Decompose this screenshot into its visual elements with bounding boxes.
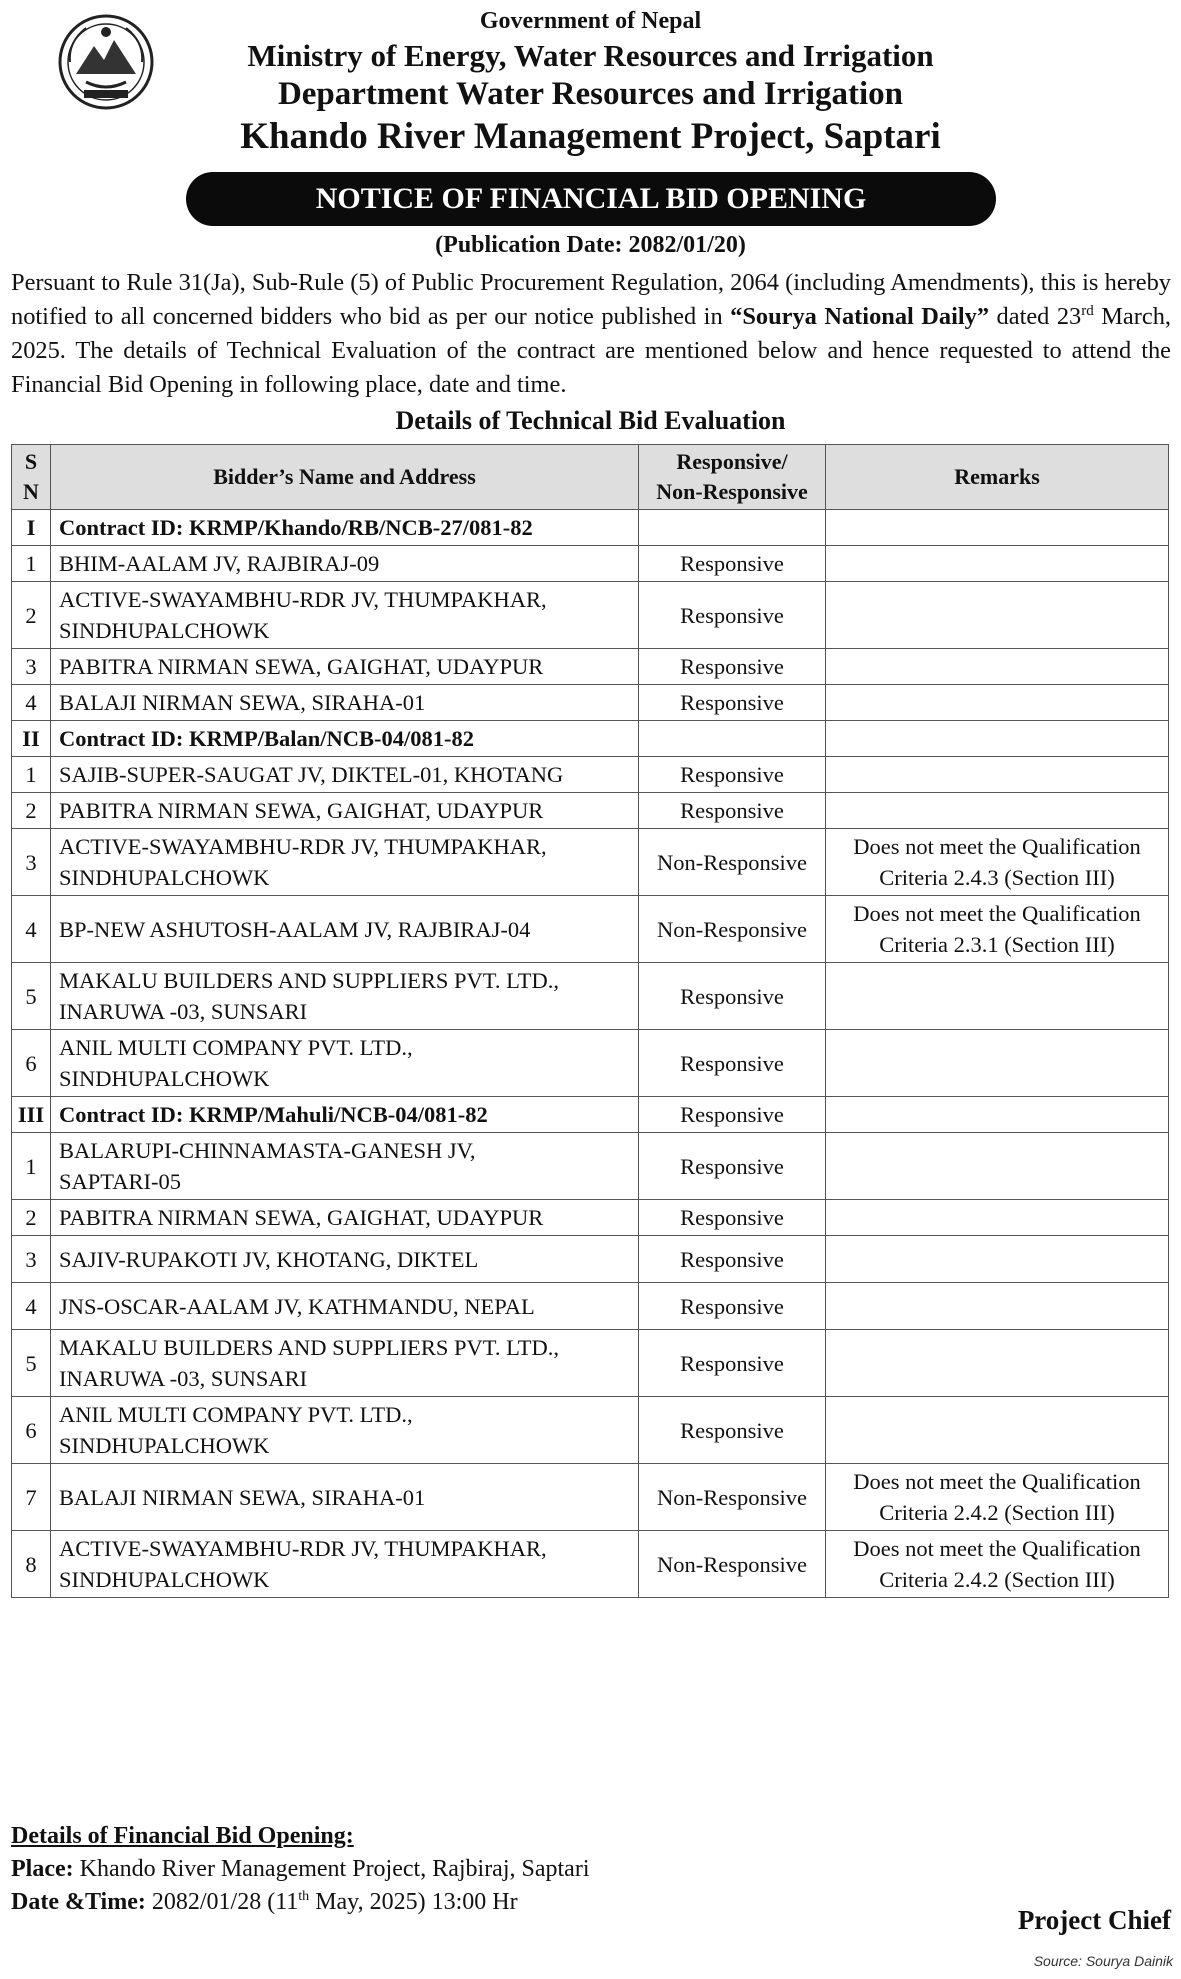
bidder-name: [51, 1133, 639, 1200]
department-line: Department Water Resources and Irrigation: [277, 76, 904, 112]
row-sn: 1: [12, 546, 51, 582]
remarks: [826, 1133, 1169, 1200]
datetime-value: 2082/01/28 (11: [145, 1889, 299, 1915]
header-responsive: [639, 445, 826, 510]
remarks: [826, 649, 1169, 685]
datetime-suffix: th: [298, 1889, 310, 1904]
bidder-name: [51, 963, 639, 1030]
responsiveness-status: Responsive: [639, 1133, 826, 1200]
bidder-name: [51, 582, 639, 649]
table-row: [12, 757, 1169, 793]
table-row: [12, 1464, 1169, 1531]
remarks: [826, 1236, 1169, 1283]
contract-id: [51, 721, 639, 757]
bidder-name-line2: SAPTARI-05: [59, 1169, 181, 1194]
datetime-line: [11, 1886, 589, 1919]
row-sn: III: [12, 1097, 51, 1133]
contract-id: [51, 510, 639, 546]
bidder-name-line1: MAKALU BUILDERS AND SUPPLIERS PVT. LTD.,: [59, 1335, 560, 1360]
place-line: [11, 1853, 589, 1886]
bidder-name-line1: PABITRA NIRMAN SEWA, GAIGHAT, UDAYPUR: [59, 1205, 544, 1230]
bidder-name-line1: BHIM-AALAM JV, RAJBIRAJ-09: [59, 551, 380, 576]
table-body: [12, 510, 1169, 1598]
bidder-name-line1: SAJIB-SUPER-SAUGAT JV, DIKTEL-01, KHOTANG: [59, 762, 564, 787]
bidder-name: [51, 757, 639, 793]
row-sn: I: [12, 510, 51, 546]
remarks-line1: Does not meet the Qualification: [853, 901, 1141, 926]
table-row: [12, 1133, 1169, 1200]
contract-section-row: [12, 1097, 1169, 1133]
remarks: [826, 757, 1169, 793]
row-sn: 3: [12, 829, 51, 896]
responsiveness-status: Responsive: [639, 1030, 826, 1097]
row-sn: 6: [12, 1397, 51, 1464]
bidder-name-line1: Contract ID: KRMP/Khando/RB/NCB-27/081-82: [59, 515, 533, 540]
row-sn: 3: [12, 649, 51, 685]
row-sn: 3: [12, 1236, 51, 1283]
table-row: [12, 793, 1169, 829]
responsiveness-status: Responsive: [639, 1236, 826, 1283]
bidder-name-line1: PABITRA NIRMAN SEWA, GAIGHAT, UDAYPUR: [59, 654, 544, 679]
bidder-name-line2: SINDHUPALCHOWK: [59, 865, 270, 890]
remarks: [826, 510, 1169, 546]
remarks: [826, 721, 1169, 757]
row-sn: II: [12, 721, 51, 757]
responsiveness-status: Non-Responsive: [639, 1464, 826, 1531]
table-row: [12, 685, 1169, 721]
responsiveness-status: Responsive: [639, 649, 826, 685]
bidder-name-line1: SAJIV-RUPAKOTI JV, KHOTANG, DIKTEL: [59, 1246, 479, 1272]
datetime-value-rest: May, 2025) 13:00 Hr: [309, 1889, 518, 1915]
responsiveness-status: Responsive: [639, 685, 826, 721]
bidder-name-line1: PABITRA NIRMAN SEWA, GAIGHAT, UDAYPUR: [59, 798, 544, 823]
signatory: Project Chief: [1017, 1905, 1171, 1935]
newspaper-name: “Sourya National Daily”: [730, 303, 990, 330]
row-sn: 1: [12, 757, 51, 793]
remarks: [826, 1200, 1169, 1236]
bidder-name-line2: INARUWA -03, SUNSARI: [59, 1366, 308, 1391]
bidder-name: [51, 546, 639, 582]
bidder-name-line1: ACTIVE-SWAYAMBHU-RDR JV, THUMPAKHAR,: [59, 1536, 547, 1561]
row-sn: 4: [12, 1283, 51, 1330]
financial-bid-title: Details of Financial Bid Opening:: [11, 1823, 354, 1849]
row-sn: 2: [12, 582, 51, 649]
responsiveness-status: Non-Responsive: [639, 896, 826, 963]
remarks-line2: Criteria 2.3.1 (Section III): [879, 932, 1115, 957]
table-row: [12, 963, 1169, 1030]
row-sn: 5: [12, 1330, 51, 1397]
remarks: [826, 1531, 1169, 1598]
bidder-name: [51, 685, 639, 721]
table-row: [12, 896, 1169, 963]
remarks-line2: Criteria 2.4.3 (Section III): [879, 865, 1115, 890]
table-row: [12, 1030, 1169, 1097]
bidder-name-line2: INARUWA -03, SUNSARI: [59, 999, 308, 1024]
row-sn: 4: [12, 685, 51, 721]
row-sn: 2: [12, 793, 51, 829]
table-row: [12, 1330, 1169, 1397]
remarks: [826, 1330, 1169, 1397]
remarks: [826, 1030, 1169, 1097]
bidder-name: [51, 1464, 639, 1531]
place-value: Khando River Management Project, Rajbiraj, Saptari: [73, 1856, 590, 1882]
table-row: [12, 1283, 1169, 1330]
remarks: [826, 685, 1169, 721]
bidder-name-line2: SINDHUPALCHOWK: [59, 1433, 270, 1458]
bidder-name: [51, 896, 639, 963]
header-name: Bidder’s Name and Address: [51, 445, 639, 510]
bidder-name-line2: SINDHUPALCHOWK: [59, 1567, 270, 1592]
publication-date: (Publication Date: 2082/01/20): [435, 232, 746, 258]
responsiveness-status: Responsive: [639, 582, 826, 649]
bidder-name-line1: Contract ID: KRMP/Mahuli/NCB-04/081-82: [59, 1102, 488, 1127]
table-row: [12, 582, 1169, 649]
bidder-name: [51, 793, 639, 829]
remarks: [826, 829, 1169, 896]
row-sn: 2: [12, 1200, 51, 1236]
bidder-name: [51, 1330, 639, 1397]
responsiveness-status: Responsive: [639, 757, 826, 793]
remarks-line1: Does not meet the Qualification: [853, 1469, 1141, 1494]
paragraph-text: dated 23: [989, 303, 1082, 330]
table-row: [12, 1236, 1169, 1283]
contract-section-row: [12, 721, 1169, 757]
remarks: [826, 896, 1169, 963]
header-sn-line2: N: [23, 479, 39, 504]
bidder-name: [51, 829, 639, 896]
notice-paragraph: [11, 266, 1171, 402]
remarks: [826, 963, 1169, 1030]
row-sn: 5: [12, 963, 51, 1030]
remarks: [826, 582, 1169, 649]
responsiveness-status: Responsive: [639, 1330, 826, 1397]
bidder-name-line1: BALAJI NIRMAN SEWA, SIRAHA-01: [59, 1484, 426, 1510]
bidder-name: [51, 649, 639, 685]
datetime-label: Date &Time:: [11, 1889, 146, 1915]
table-row: [12, 649, 1169, 685]
bidder-name: [51, 1200, 639, 1236]
ministry-line: Ministry of Energy, Water Resources and Irrigation: [247, 38, 934, 73]
project-line: Khando River Management Project, Saptari: [240, 116, 941, 157]
header-resp-line2: Non-Responsive: [656, 479, 808, 504]
remarks: [826, 546, 1169, 582]
row-sn: 1: [12, 1133, 51, 1200]
government-line: Government of Nepal: [479, 8, 702, 34]
paragraph-text: March, 2025. The details of Technical Evaluation of the contract are mentioned below and hence requested to attend the Financial Bid Opening in following place, date and time.: [11, 303, 1171, 398]
bidder-name-line1: BALAJI NIRMAN SEWA, SIRAHA-01: [59, 690, 426, 715]
table-header-row: [12, 445, 1169, 510]
remarks-line1: Does not meet the Qualification: [853, 834, 1141, 859]
table-row: [12, 1200, 1169, 1236]
bidder-name-line1: JNS-OSCAR-AALAM JV, KATHMANDU, NEPAL: [59, 1293, 535, 1319]
table-row: [12, 1397, 1169, 1464]
responsiveness-status: Responsive: [639, 793, 826, 829]
bidder-name-line2: SINDHUPALCHOWK: [59, 618, 270, 643]
source-credit: Source: Sourya Dainik: [1033, 1953, 1173, 1969]
bidder-name-line1: ANIL MULTI COMPANY PVT. LTD.,: [59, 1035, 413, 1060]
bidder-name: [51, 1030, 639, 1097]
ordinal-suffix: rd: [1081, 302, 1094, 319]
remarks: [826, 1283, 1169, 1330]
responsiveness-status: [639, 721, 826, 757]
table-row: [12, 1531, 1169, 1598]
contract-section-row: [12, 510, 1169, 546]
bidder-name-line1: BP-NEW ASHUTOSH-AALAM JV, RAJBIRAJ-04: [59, 916, 531, 942]
row-sn: 6: [12, 1030, 51, 1097]
responsiveness-status: [639, 510, 826, 546]
bidder-name-line1: ANIL MULTI COMPANY PVT. LTD.,: [59, 1402, 413, 1427]
bidder-name-line1: Contract ID: KRMP/Balan/NCB-04/081-82: [59, 726, 474, 751]
place-label: Place:: [11, 1856, 74, 1882]
financial-bid-details: [11, 1820, 589, 1919]
bidder-name: [51, 1531, 639, 1598]
remarks: [826, 793, 1169, 829]
bidder-name-line1: BALARUPI-CHINNAMASTA-GANESH JV,: [59, 1138, 476, 1163]
notice-header: [0, 0, 1181, 160]
responsiveness-status: Non-Responsive: [639, 1531, 826, 1598]
bidder-name-line2: SINDHUPALCHOWK: [59, 1066, 270, 1091]
responsiveness-status: Responsive: [639, 1397, 826, 1464]
bidder-name-line1: MAKALU BUILDERS AND SUPPLIERS PVT. LTD.,: [59, 968, 560, 993]
remarks: [826, 1397, 1169, 1464]
row-sn: 8: [12, 1531, 51, 1598]
table-row: [12, 546, 1169, 582]
notice-title: NOTICE OF FINANCIAL BID OPENING: [186, 172, 996, 226]
header-sn-line1: S: [24, 449, 38, 474]
remarks-line2: Criteria 2.4.2 (Section III): [879, 1500, 1115, 1525]
remarks: [826, 1097, 1169, 1133]
responsiveness-status: Responsive: [639, 1200, 826, 1236]
bidder-name: [51, 1397, 639, 1464]
row-sn: 4: [12, 896, 51, 963]
row-sn: 7: [12, 1464, 51, 1531]
responsiveness-status: Non-Responsive: [639, 829, 826, 896]
remarks: [826, 1464, 1169, 1531]
contract-id: [51, 1097, 639, 1133]
bidder-name-line1: ACTIVE-SWAYAMBHU-RDR JV, THUMPAKHAR,: [59, 587, 547, 612]
header-remarks: Remarks: [826, 445, 1169, 510]
bidder-name: [51, 1236, 639, 1283]
table-title: Details of Technical Bid Evaluation: [395, 406, 786, 435]
remarks-line2: Criteria 2.4.2 (Section III): [879, 1567, 1115, 1592]
bid-evaluation-table: [11, 444, 1169, 1598]
bidder-name-line1: ACTIVE-SWAYAMBHU-RDR JV, THUMPAKHAR,: [59, 834, 547, 859]
responsiveness-status: Responsive: [639, 546, 826, 582]
responsiveness-status: Responsive: [639, 1283, 826, 1330]
paragraph-text: Persuant to Rule 31(Ja), Sub-Rule (5) of Public Procurement Regulation, 2064 (including Amendments), this is hereby notified to all concerned bidders who bid as per our notice published in: [11, 269, 1171, 330]
header-sn: [12, 445, 51, 510]
responsiveness-status: Responsive: [639, 963, 826, 1030]
responsiveness-status: Responsive: [639, 1097, 826, 1133]
header-resp-line1: Responsive/: [676, 449, 788, 474]
table-row: [12, 829, 1169, 896]
remarks-line1: Does not meet the Qualification: [853, 1536, 1141, 1561]
bidder-name: [51, 1283, 639, 1330]
